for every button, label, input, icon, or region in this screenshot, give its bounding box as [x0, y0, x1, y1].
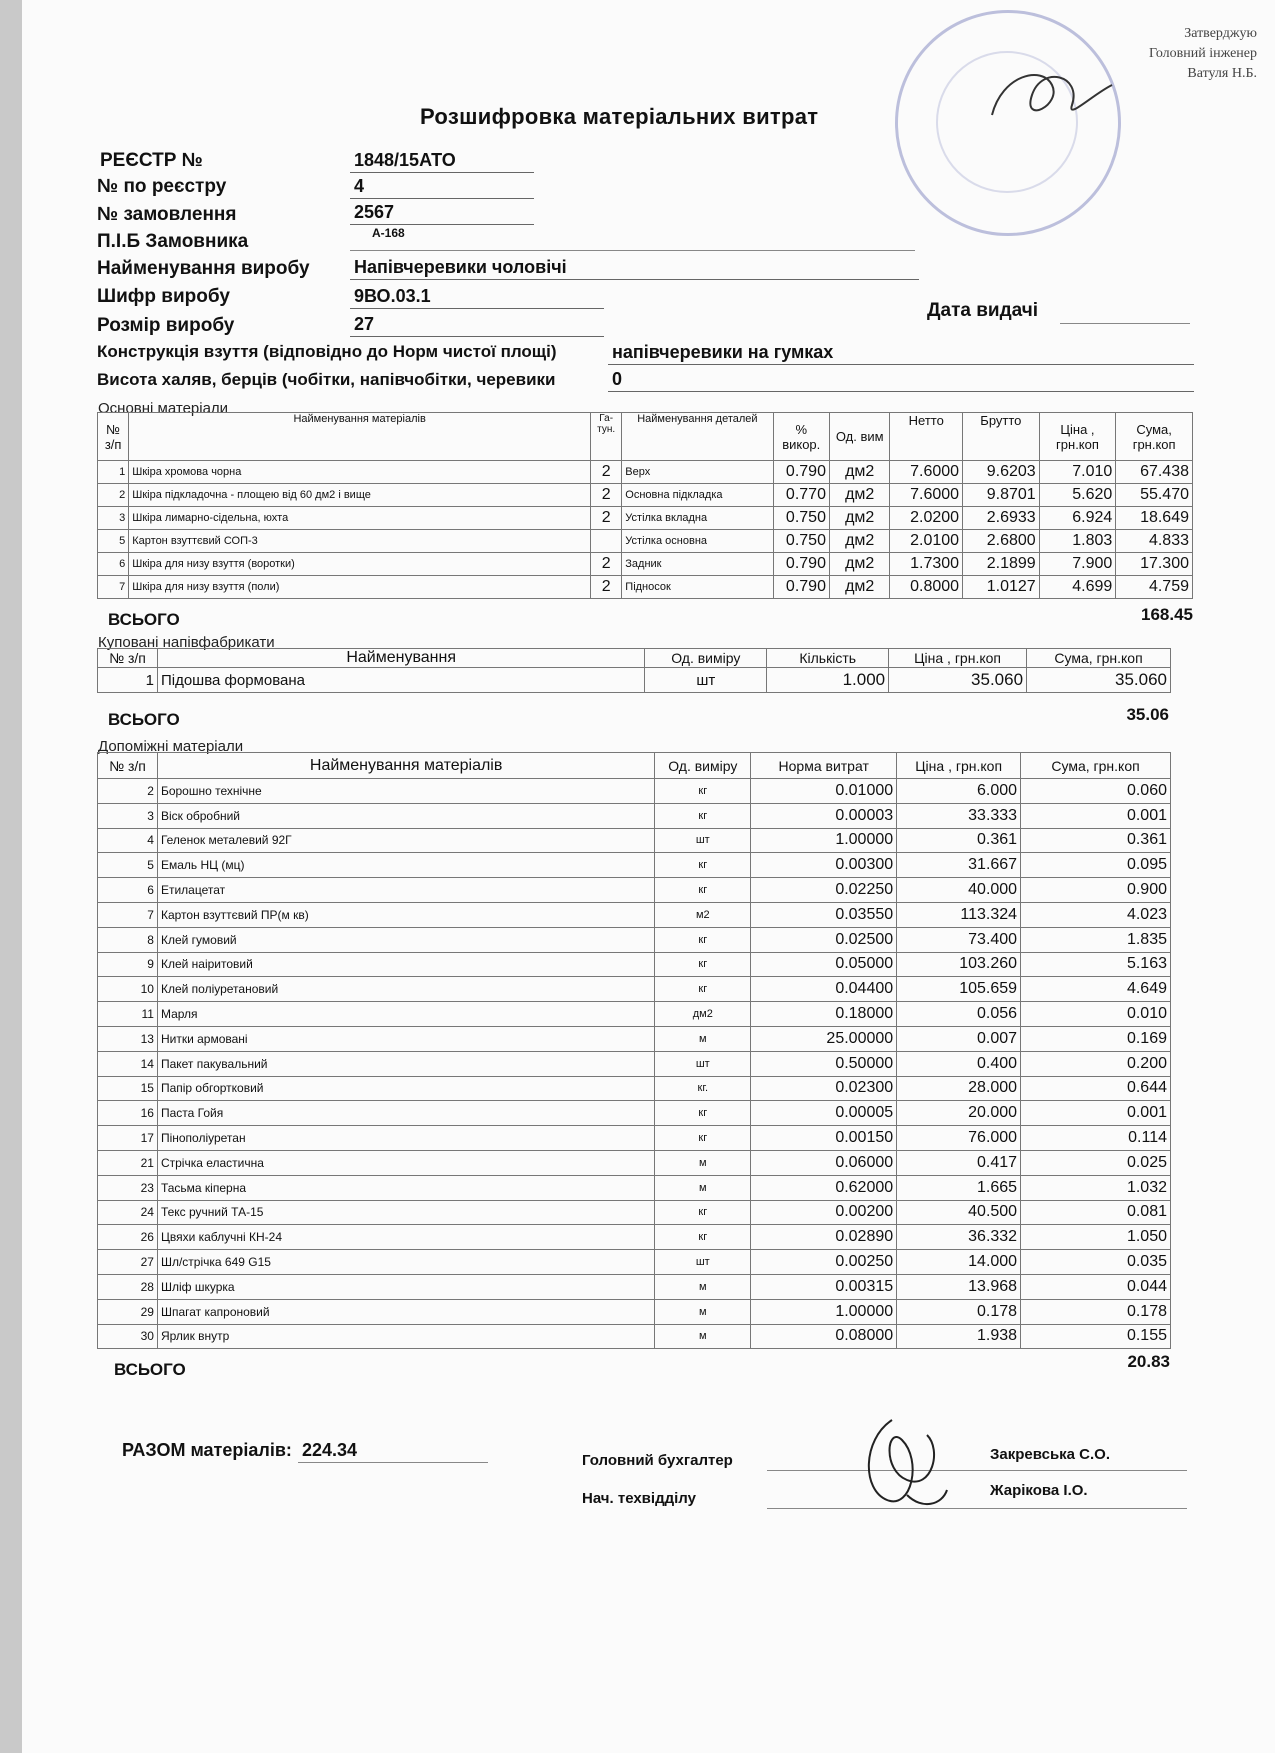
product-value: Напівчеревики чоловічі [350, 255, 919, 280]
registry-value: 1848/15АТО [350, 148, 534, 173]
main-materials-table [97, 412, 1193, 599]
col-grade: Га-тун. [591, 413, 622, 461]
issue-date-label: Дата видачі [927, 300, 1039, 321]
auxiliary-total-value: 20.83 [1127, 1352, 1170, 1371]
approval-line3: Ватуля Н.Б. [1187, 66, 1257, 81]
col-part: Найменування деталей [622, 413, 773, 461]
tech-head-label: Нач. техвідділу [582, 1490, 696, 1507]
table-row: 9 Клей наіритовий кг 0.05000 103.260 5.163 [98, 952, 1171, 977]
main-materials-title: Основні матеріали [98, 400, 229, 417]
table-row: 7 Картон взуттєвий ПР(м кв) м2 0.03550 113.324 4.023 [98, 902, 1171, 927]
table-row: 4 Геленок металевий 92Г шт 1.00000 0.361 0.361 [98, 828, 1171, 853]
table-row: 29 Шпагат капроновий м 1.00000 0.178 0.178 [98, 1299, 1171, 1324]
size-label: Розмір виробу [97, 315, 235, 336]
tech-head-name: Жарікова І.О. [990, 1482, 1088, 1499]
auxiliary-total-label: ВСЬОГО [114, 1360, 186, 1379]
table-row: 14 Пакет пакувальний шт 0.50000 0.400 0.200 [98, 1051, 1171, 1076]
table-row: 30 Ярлик внутр м 0.08000 1.938 0.155 [98, 1324, 1171, 1349]
height-value: 0 [608, 367, 1194, 392]
col-sum: Сума, грн.коп [1116, 413, 1193, 461]
col-no: № з/п [98, 413, 129, 461]
document-sheet [22, 0, 1275, 1753]
height-label: Висота халяв, берців (чобітки, напівчобітки, черевики [97, 370, 556, 389]
table-row: 2 Шкіра підкладочна - площею від 60 дм2 і вище 2 Основна підкладка 0.770 дм2 7.6000 9.8701 5.620 55.470 [98, 484, 1193, 507]
code-label: Шифр виробу [97, 286, 230, 307]
col-unit: Од. виміру [655, 753, 751, 779]
table-row: 27 Шл/стрічка 649 G15 шт 0.00250 14.000 0.035 [98, 1250, 1171, 1275]
tech-head-line [767, 1508, 1187, 1509]
table-row: 6 Етилацетат кг 0.02250 40.000 0.900 [98, 878, 1171, 903]
approval-block [1057, 24, 1257, 84]
table-row: 1 Шкіра хромова чорна 2 Верх 0.790 дм2 7.6000 9.6203 7.010 67.438 [98, 461, 1193, 484]
table-row: 13 Нитки армовані м 25.00000 0.007 0.169 [98, 1026, 1171, 1051]
table-row: 3 Шкіра лимарно-сідельна, юхта 2 Устілка вкладна 0.750 дм2 2.0200 2.6933 6.924 18.649 [98, 507, 1193, 530]
chief-accountant-label: Головний бухгалтер [582, 1452, 733, 1469]
table-row: 28 Шліф шкурка м 0.00315 13.968 0.044 [98, 1274, 1171, 1299]
col-price: Ціна , грн.коп [1039, 413, 1116, 461]
col-name: Найменування [157, 649, 644, 668]
col-sum: Сума, грн.коп [1027, 649, 1171, 668]
customer-line [350, 250, 915, 251]
col-name: Найменування матеріалів [129, 413, 591, 461]
issue-date-line [1060, 323, 1190, 324]
construction-value: напівчеревики на гумках [608, 340, 1194, 365]
grand-total-label: РАЗОМ матеріалів: [122, 1440, 292, 1460]
registry-label: РЕЄСТР № [100, 150, 203, 171]
purchased-title: Куповані напівфабрикати [98, 634, 275, 651]
order-value: 2567 [350, 200, 534, 225]
table-row: 10 Клей поліуретановий кг 0.04400 105.659 4.649 [98, 977, 1171, 1002]
table-row: 16 Паста Гойя кг 0.00005 20.000 0.001 [98, 1101, 1171, 1126]
purchased-total-value: 35.06 [1126, 705, 1169, 724]
purchased-total-label: ВСЬОГО [108, 710, 180, 729]
table-row: 6 Шкіра для низу взуття (воротки) 2 Задник 0.790 дм2 1.7300 2.1899 7.900 17.300 [98, 553, 1193, 576]
table-row: 21 Стрічка еластична м 0.06000 0.417 0.025 [98, 1150, 1171, 1175]
approval-line1: Затверджую [1184, 26, 1257, 41]
order-label: № замовлення [97, 204, 237, 225]
grand-total-line [298, 1462, 488, 1463]
chief-accountant-line [767, 1470, 1187, 1471]
main-total-label: ВСЬОГО [108, 610, 180, 629]
col-unit: Од. виміру [645, 649, 767, 668]
reg-no-value: 4 [350, 174, 534, 199]
col-qty: Кількість [767, 649, 889, 668]
grand-total-value: 224.34 [302, 1440, 358, 1460]
col-unit: Од. вим [829, 413, 889, 461]
size-value: 27 [350, 312, 604, 337]
col-pct: % викор. [773, 413, 829, 461]
customer-value: А-168 [372, 226, 405, 240]
purchased-table [97, 648, 1171, 693]
table-row: 2 Борошно технічне кг 0.01000 6.000 0.060 [98, 779, 1171, 804]
reg-no-label: № по реєстру [97, 176, 227, 197]
construction-label: Конструкція взуття (відповідно до Норм чистої площі) [97, 342, 557, 361]
table-row: 5 Картон взуттєвий СОП-3 Устілка основна 0.750 дм2 2.0100 2.6800 1.803 4.833 [98, 530, 1193, 553]
col-name: Найменування матеріалів [157, 753, 654, 779]
code-value: 9ВО.03.1 [350, 284, 604, 309]
accountant-signature [852, 1400, 962, 1520]
col-no: № з/п [98, 753, 158, 779]
table-row: 17 Пінополіуретан кг 0.00150 76.000 0.114 [98, 1126, 1171, 1151]
table-row: 5 Емаль НЦ (мц) кг 0.00300 31.667 0.095 [98, 853, 1171, 878]
approval-line2: Головний інженер [1148, 46, 1257, 61]
table-row: 26 Цвяхи каблучні КН-24 кг 0.02890 36.332 1.050 [98, 1225, 1171, 1250]
main-total-value: 168.45 [1141, 605, 1193, 624]
table-row: 8 Клей гумовий кг 0.02500 73.400 1.835 [98, 927, 1171, 952]
product-label: Найменування виробу [97, 258, 310, 279]
chief-accountant-name: Закревська С.О. [990, 1446, 1111, 1463]
col-price: Ціна , грн.коп [897, 753, 1021, 779]
col-net: Нетто [890, 413, 963, 461]
col-no: № з/п [98, 649, 158, 668]
col-price: Ціна , грн.коп [889, 649, 1027, 668]
table-row: 11 Марля дм2 0.18000 0.056 0.010 [98, 1002, 1171, 1027]
auxiliary-title: Допоміжні матеріали [98, 738, 244, 755]
table-row: 24 Текс ручний ТА-15 кг 0.00200 40.500 0.081 [98, 1200, 1171, 1225]
col-norm: Норма витрат [751, 753, 897, 779]
table-row: 7 Шкіра для низу взуття (поли) 2 Підносок 0.790 дм2 0.8000 1.0127 4.699 4.759 [98, 576, 1193, 599]
customer-label: П.І.Б Замовника [97, 231, 249, 252]
table-row: 1 Підошва формована шт 1.000 35.060 35.060 [98, 668, 1171, 693]
table-row: 23 Тасьма кіперна м 0.62000 1.665 1.032 [98, 1175, 1171, 1200]
col-gross: Брутто [963, 413, 1040, 461]
col-sum: Сума, грн.коп [1021, 753, 1171, 779]
table-row: 15 Папір обгортковий кг. 0.02300 28.000 0.644 [98, 1076, 1171, 1101]
table-row: 3 Віск обробний кг 0.00003 33.333 0.001 [98, 803, 1171, 828]
document-title: Розшифровка матеріальних витрат [420, 104, 819, 129]
auxiliary-table [97, 752, 1171, 1349]
